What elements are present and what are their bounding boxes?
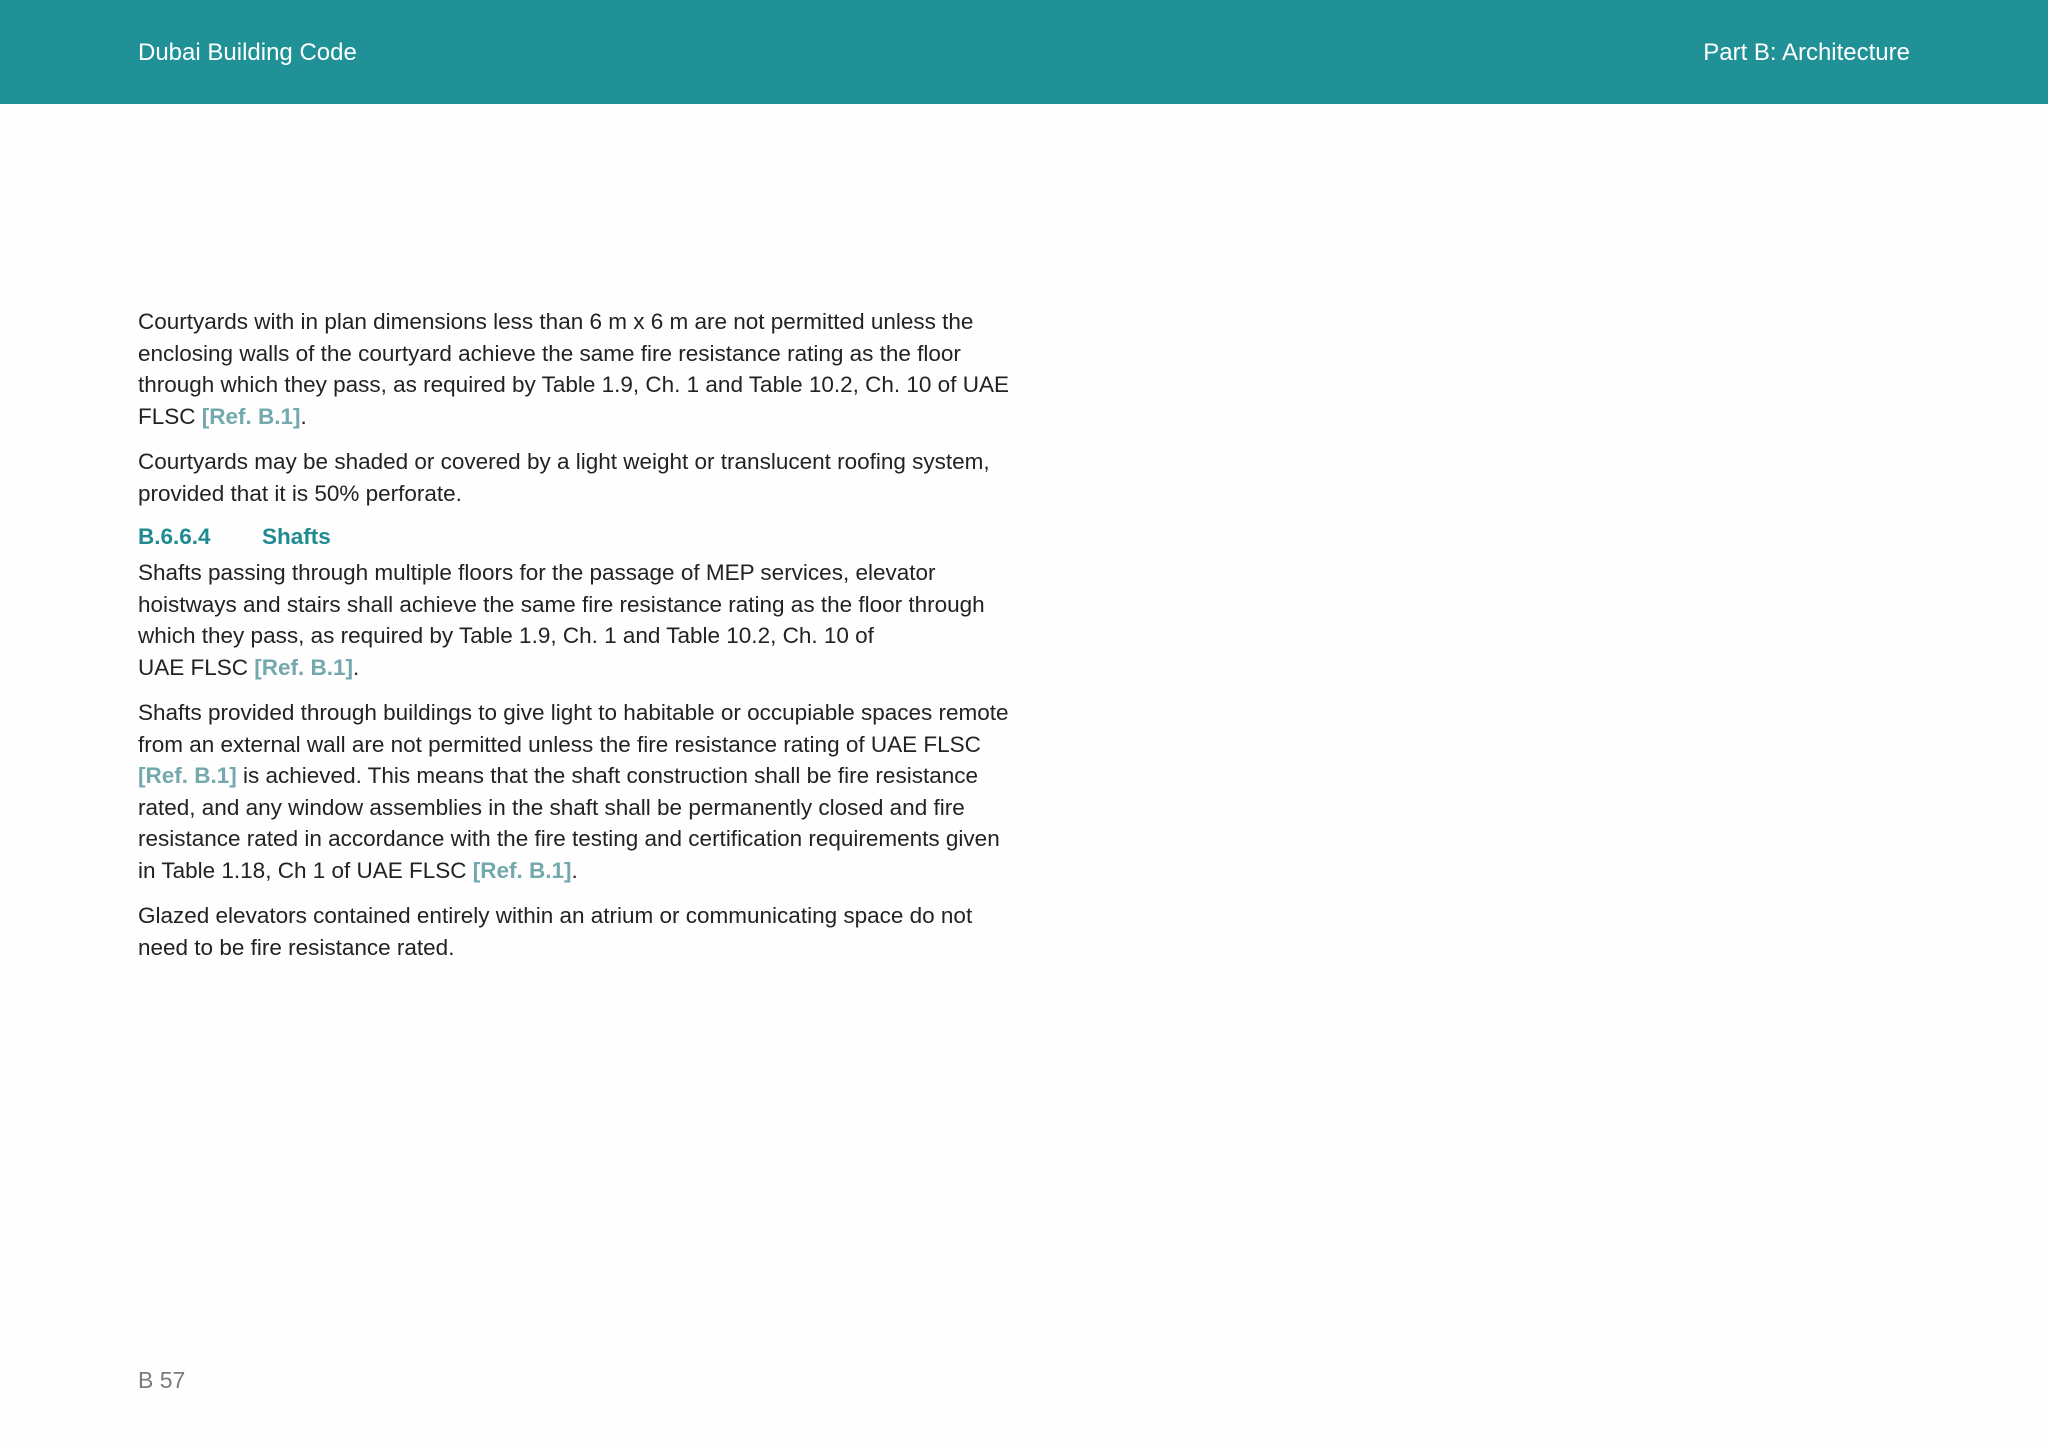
paragraph-end: .: [353, 654, 360, 680]
paragraph-text: Shafts provided through buildings to give light to habitable or occupiable spaces remote from an external wall are not permitted unless the fire resistance rating of UAE FLSC: [138, 700, 1009, 757]
document-title: Dubai Building Code: [138, 39, 357, 66]
section-part-title: Part B: Architecture: [1703, 39, 1910, 66]
page-number: B 57: [138, 1367, 186, 1393]
paragraph-text: Courtyards may be shaded or covered by a light weight or translucent roofing system, provided that it is 50% perforate.: [138, 449, 990, 506]
paragraph-text: is achieved. This means that the shaft construction shall be fire resistance rated, and any window assemblies in the shaft shall be permanently closed and fire resistance rated in accordance with the fire testing and certification requirements given in Table 1.18, Ch 1 of UAE FLSC: [138, 763, 1000, 883]
paragraph-end: .: [300, 403, 307, 429]
shafts-paragraph-1: [138, 557, 1018, 683]
section-title: Shafts: [262, 524, 331, 549]
reference-link[interactable]: [Ref. B.1]: [201, 403, 301, 429]
paragraph-text: Courtyards with in plan dimensions less than 6 m x 6 m are not permitted unless the enclosing walls of the courtyard achieve the same fire resistance rating as the floor through which they pass, as required by Table 1.9, Ch. 1 and Table 10.2, Ch. 10 of UAE FLSC: [138, 309, 1009, 429]
paragraph-text: Glazed elevators contained entirely within an atrium or communicating space do not need to be fire resistance rated.: [138, 903, 973, 960]
paragraph-text: Shafts passing through multiple floors for the passage of MEP services, elevator hoistways and stairs shall achieve the same fire resistance rating as the floor through which they pass, as required by Table 1.9, Ch. 1 and Table 10.2, Ch. 10 of: [138, 560, 985, 648]
paragraph-text-line-end: UAE FLSC: [138, 654, 255, 680]
page-header: [0, 0, 2048, 104]
courtyard-paragraph-2: [138, 446, 1018, 509]
main-content: [138, 306, 1018, 977]
reference-link[interactable]: [Ref. B.1]: [254, 654, 354, 680]
section-number: B.6.6.4: [138, 524, 211, 549]
reference-link[interactable]: [Ref. B.1]: [472, 857, 572, 883]
shafts-paragraph-2: [138, 697, 1018, 886]
glazed-elevators-paragraph: [138, 900, 1018, 963]
section-heading-shafts: [138, 523, 1018, 551]
paragraph-end: .: [571, 857, 578, 883]
courtyard-paragraph-1: [138, 306, 1018, 432]
reference-link[interactable]: [Ref. B.1]: [138, 763, 237, 788]
